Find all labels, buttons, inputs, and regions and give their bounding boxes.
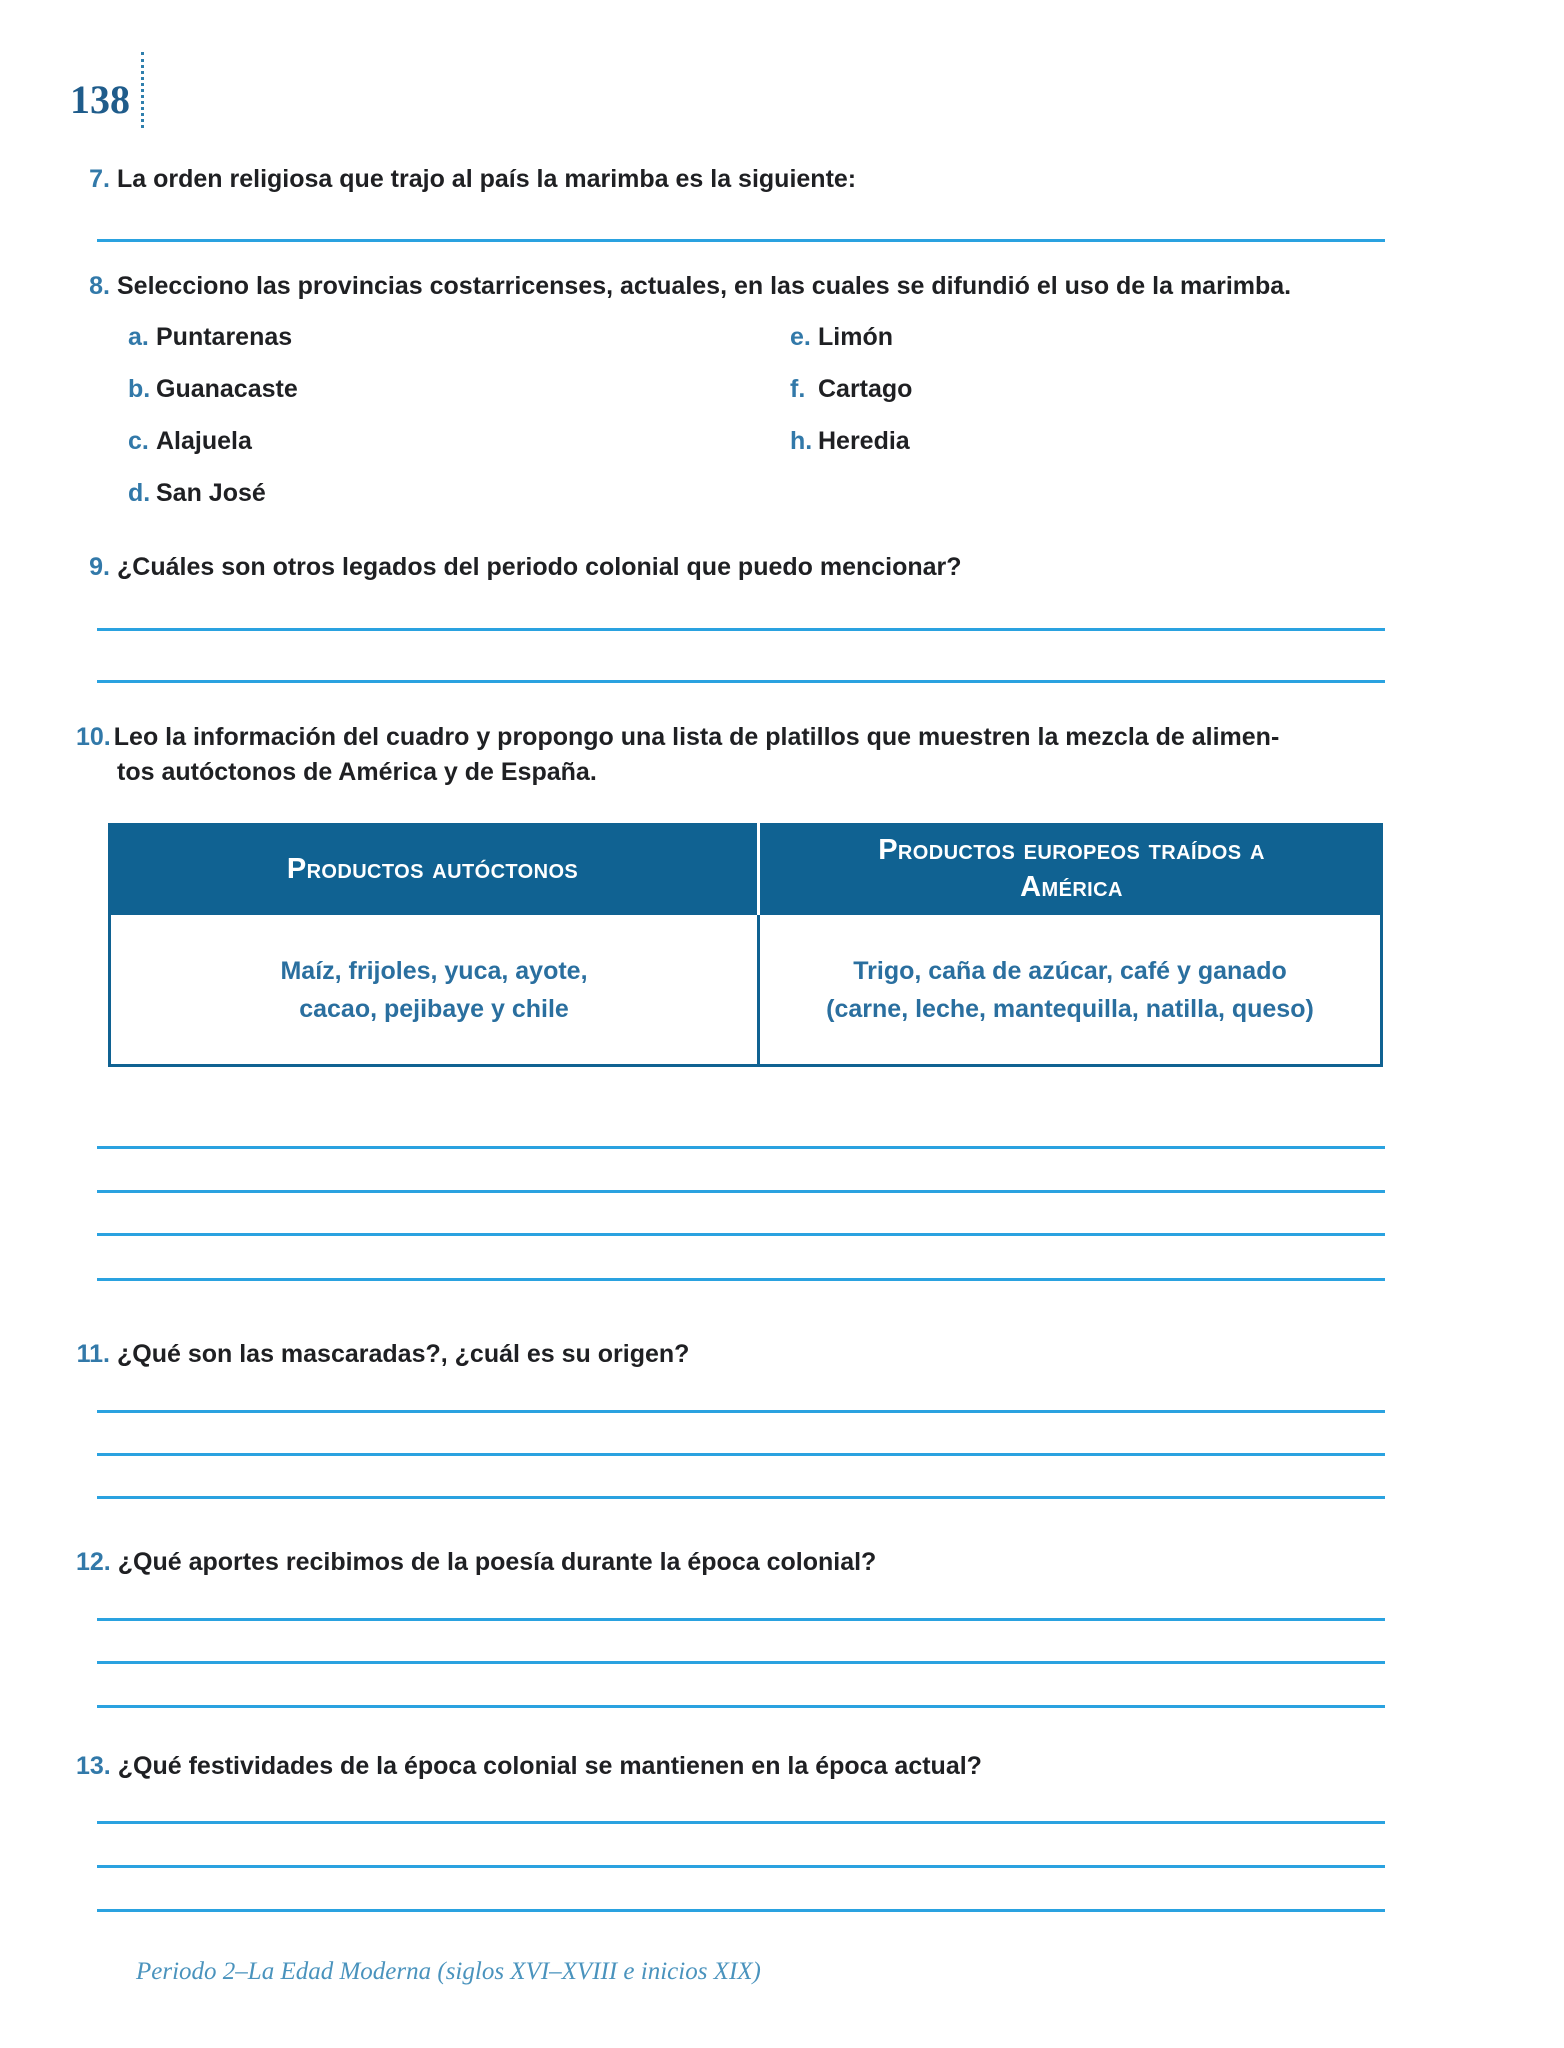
answer-line — [97, 1661, 1385, 1664]
answer-line — [97, 628, 1385, 631]
answer-line — [97, 1453, 1385, 1456]
question-10-text-line1: Leo la información del cuadro y propongo una lista de platillos que muestren la mezcla de alimen- — [113, 723, 1280, 751]
products-table — [108, 823, 1383, 1067]
option-h-letter: h. — [790, 427, 813, 455]
question-10-text-line2: tos autóctonos de América y de España. — [117, 758, 597, 786]
answer-line — [97, 1705, 1385, 1708]
option-a — [128, 323, 292, 352]
option-c — [128, 427, 252, 456]
option-a-letter: a. — [128, 323, 149, 351]
footer-period-label: Periodo 2–La Edad Moderna (siglos XVI–XVIII e inicios XIX) — [136, 1958, 761, 1985]
question-11-number: 11. — [76, 1340, 110, 1368]
header-cell-europeos — [760, 823, 1383, 915]
option-f — [790, 375, 912, 404]
question-7-text: La orden religiosa que trajo al país la marimba es la siguiente: — [117, 165, 857, 193]
answer-line — [97, 1233, 1385, 1236]
header-cell-autoctonos — [108, 823, 760, 915]
header-europeos-line2: América — [1020, 871, 1123, 903]
option-b-label: Guanacaste — [156, 375, 298, 403]
question-8 — [76, 272, 1396, 301]
question-8-number: 8. — [89, 272, 110, 300]
option-h — [790, 427, 910, 456]
question-12-text: ¿Qué aportes recibimos de la poesía durante la época colonial? — [117, 1548, 877, 1576]
option-c-label: Alajuela — [156, 427, 252, 455]
question-8-text: Selecciono las provincias costarricenses, actuales, en las cuales se difundió el uso de la marimba. — [117, 272, 1292, 300]
question-13 — [76, 1752, 1396, 1781]
option-e-label: Limón — [818, 323, 893, 351]
question-10 — [76, 723, 1396, 752]
header-europeos-line1: Productos europeos traídos a — [878, 834, 1265, 866]
body-cell-europeos — [760, 915, 1380, 1064]
option-a-label: Puntarenas — [156, 323, 293, 351]
answer-line — [97, 1410, 1385, 1413]
page-number-dotted-divider — [141, 52, 144, 128]
answer-line — [97, 1865, 1385, 1868]
autoctonos-line1: Maíz, frijoles, yuca, ayote, — [280, 956, 588, 985]
answer-line — [97, 239, 1385, 242]
answer-line — [97, 1496, 1385, 1499]
question-9 — [76, 553, 1396, 582]
option-b-letter: b. — [128, 375, 151, 403]
option-e-letter: e. — [790, 323, 811, 351]
products-table-body-row — [108, 915, 1383, 1067]
autoctonos-line2: cacao, pejibaye y chile — [299, 994, 569, 1023]
answer-line — [97, 1278, 1385, 1281]
option-h-label: Heredia — [818, 427, 910, 455]
option-d-label: San José — [156, 479, 266, 507]
products-table-header-row — [108, 823, 1383, 915]
europeos-line1: Trigo, caña de azúcar, café y ganado — [853, 956, 1287, 985]
option-f-letter: f. — [790, 375, 806, 403]
question-12-number: 12. — [76, 1548, 111, 1576]
question-9-text: ¿Cuáles son otros legados del periodo colonial que puedo mencionar? — [117, 553, 962, 581]
option-e — [790, 323, 893, 352]
answer-line — [97, 1821, 1385, 1824]
question-9-number: 9. — [89, 553, 110, 581]
question-12 — [76, 1548, 1396, 1577]
header-autoctonos-text: Productos autóctonos — [286, 852, 579, 885]
answer-line — [97, 1190, 1385, 1193]
question-7-number: 7. — [89, 165, 110, 193]
option-c-letter: c. — [128, 427, 149, 455]
question-11-text: ¿Qué son las mascaradas?, ¿cuál es su origen? — [117, 1340, 690, 1368]
answer-line — [97, 1909, 1385, 1912]
question-11 — [76, 1340, 1396, 1369]
option-d-letter: d. — [128, 479, 151, 507]
page-number: 138 — [70, 77, 130, 122]
europeos-line2: (carne, leche, mantequilla, natilla, queso) — [826, 994, 1314, 1023]
answer-line — [97, 680, 1385, 683]
option-d — [128, 479, 266, 508]
answer-line — [97, 1618, 1385, 1621]
question-13-text: ¿Qué festividades de la época colonial se mantienen en la época actual? — [117, 1752, 982, 1780]
body-cell-autoctonos — [111, 915, 760, 1064]
question-10-number: 10. — [76, 723, 111, 751]
option-b — [128, 375, 298, 404]
question-7 — [76, 165, 1396, 194]
question-13-number: 13. — [76, 1752, 111, 1780]
option-f-label: Cartago — [818, 375, 913, 403]
answer-line — [97, 1146, 1385, 1149]
